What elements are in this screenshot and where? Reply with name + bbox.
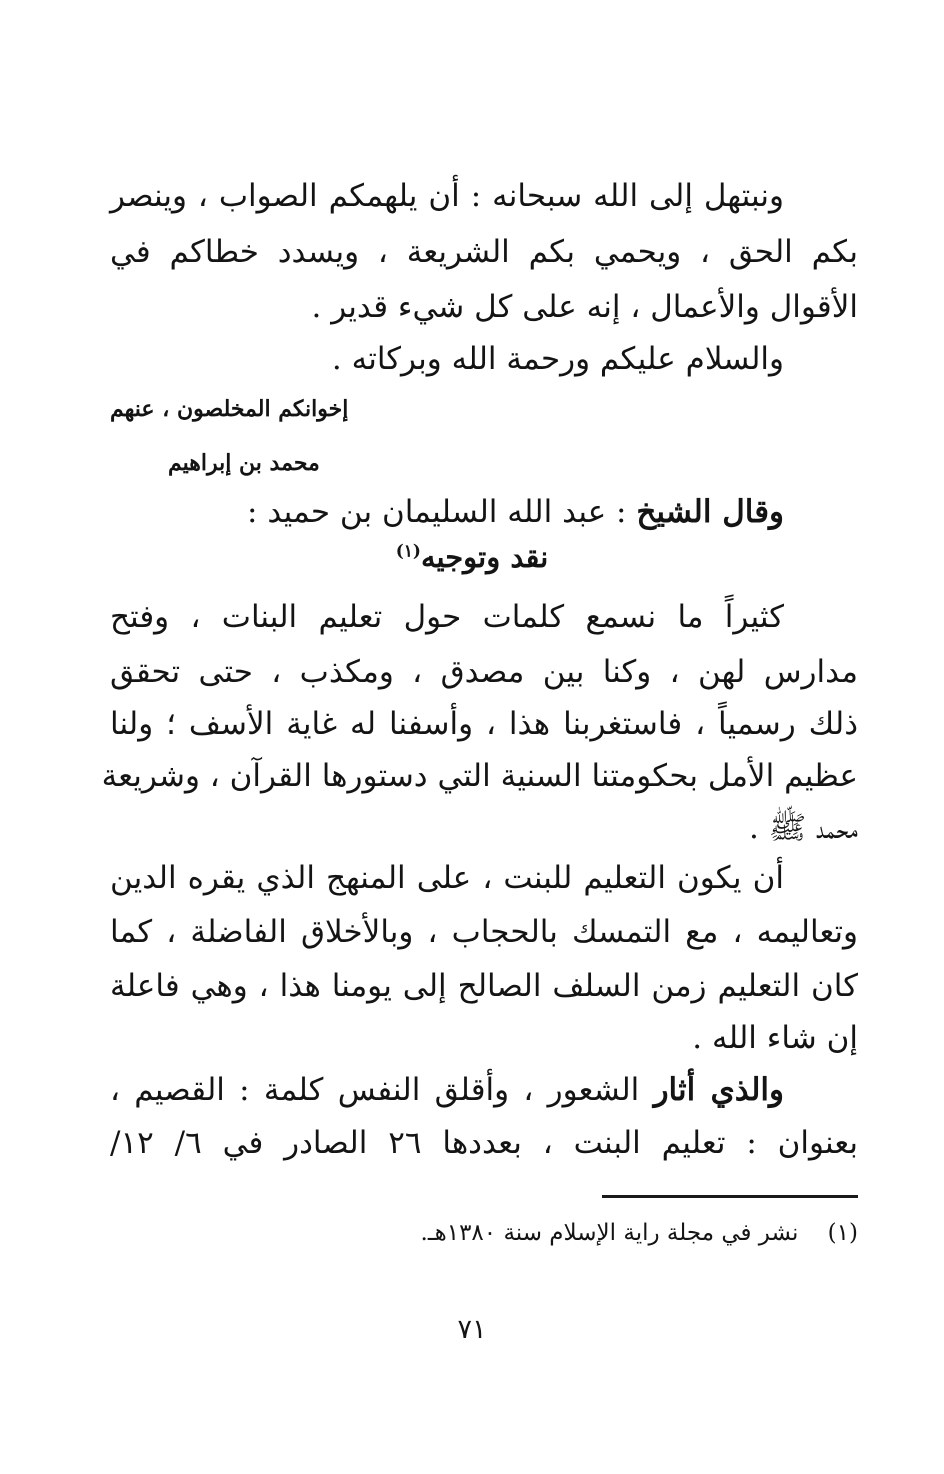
intro-rest: : عبد الله السليمان بن حميد : <box>247 494 627 530</box>
footnote-text: نشر في مجلة راية الإسلام سنة ١٣٨٠هـ. <box>420 1220 799 1246</box>
paragraph-3-line-1: أن يكون التعليم للبنت ، على المنهج الذي يقره الدين <box>110 860 785 896</box>
page-number: ٧١ <box>457 1314 487 1345</box>
paragraph-2-line-1: كثيراً ما نسمع كلمات حول تعليم البنات ، وفتح <box>110 599 784 635</box>
paragraph-1-line-3: الأقوال والأعمال ، إنه على كل شيء قدير . <box>311 289 858 325</box>
paragraph-4-line-2: بعنوان : تعليم البنت ، بعددها ٢٦ الصادر في ٦/ ١٢/ <box>110 1125 858 1161</box>
paragraph-1-line-1: ونبتهل إلى الله سبحانه : أن يلهمكم الصواب ، وينصر <box>110 178 784 214</box>
paragraph-2-line-2: مدارس لهن ، وكنا بين مصدق ، ومكذب ، حتى تحقق <box>110 654 858 690</box>
paragraph-2-line-4: عظيم الأمل بحكومتنا السنية التي دستورها القرآن ، وشريعة <box>101 758 858 794</box>
paragraph-4-line-1 <box>110 1070 784 1110</box>
signature-line-1: إخوانكم المخلصون ، عنهم <box>110 396 349 422</box>
paragraph-2-line-3: ذلك رسمياً ، فاستغربنا هذا ، وأسفنا له غاية الأسف ؛ ولنا <box>110 706 858 742</box>
paragraph-3-line-2: وتعاليمه ، مع التمسك بالحجاب ، وبالأخلاق الفاضلة ، كما <box>110 914 858 950</box>
footnote-marker: (١) <box>827 1220 858 1246</box>
footnote <box>421 1220 858 1246</box>
signature-line-2: محمد بن إبراهيم <box>168 450 320 476</box>
salutation: والسلام عليكم ورحمة الله وبركاته . <box>331 341 784 377</box>
article-heading <box>0 540 944 574</box>
paragraph-4-bold: والذي أثار <box>653 1072 785 1108</box>
intro-line <box>110 492 784 532</box>
paragraph-2-line-5: محمد ﷺ . <box>749 810 858 846</box>
paragraph-4-rest: الشعور ، وأقلق النفس كلمة : القصيم ، <box>110 1072 640 1108</box>
article-title: نقد وتوجيه <box>420 540 549 574</box>
heading-footnote-marker: (١) <box>395 541 421 562</box>
paragraph-1-line-2: بكم الحق ، ويحمي بكم الشريعة ، ويسدد خطاكم في <box>110 234 858 270</box>
paragraph-3-line-3: كان التعليم زمن السلف الصالح إلى يومنا هذا ، وهي فاعلة <box>110 968 858 1004</box>
footnote-divider <box>602 1195 858 1198</box>
intro-bold: وقال الشيخ <box>636 494 784 530</box>
paragraph-3-line-4: إن شاء الله . <box>692 1020 858 1056</box>
